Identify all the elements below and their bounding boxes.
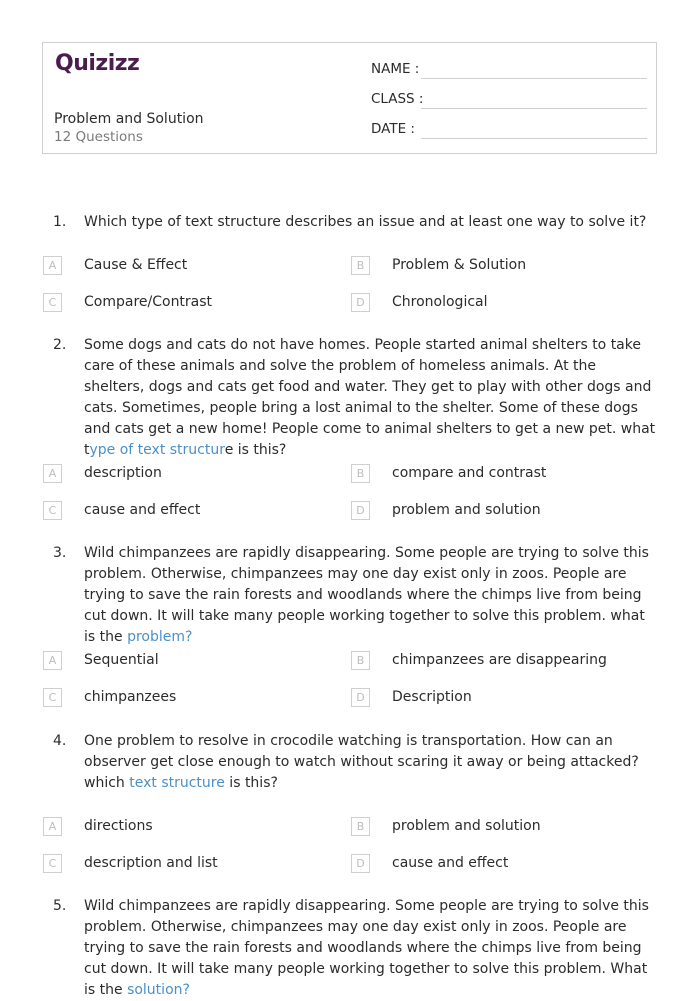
question-count: 12 Questions — [54, 129, 143, 145]
option-a-text: Cause & Effect — [84, 257, 188, 273]
option-c-box[interactable]: C — [43, 293, 62, 312]
option-b-text: compare and contrast — [392, 465, 547, 481]
option-c-box[interactable]: C — [43, 501, 62, 520]
option-d-box[interactable]: D — [351, 854, 370, 873]
option-c-box[interactable]: C — [43, 854, 62, 873]
option-b-box[interactable]: B — [351, 817, 370, 836]
option-a-box[interactable]: A — [43, 464, 62, 483]
option-a-box[interactable]: A — [43, 256, 62, 275]
option-a-text: Sequential — [84, 652, 159, 668]
option-a-text: directions — [84, 818, 153, 834]
option-d-box[interactable]: D — [351, 688, 370, 707]
name-field[interactable] — [421, 78, 647, 79]
class-field[interactable] — [421, 108, 647, 109]
date-label: DATE : — [371, 121, 415, 137]
option-c-text: Compare/Contrast — [84, 294, 213, 310]
question-text: Which type of text structure describes an issue and at least one way to solve it? — [84, 214, 647, 230]
question-text: Wild chimpanzees are rapidly disappearing. Some people are trying to solve this problem. Otherwise, chimpanzees may one day exist only in zoos. People are trying to save the rain forests and woodlands where the chimps live from being cut down. It will take many people working together to solve this problem. what is the problem? — [84, 545, 649, 645]
question-number: 3. — [53, 545, 67, 561]
question-number: 1. — [53, 214, 67, 230]
question-text: Wild chimpanzees are rapidly disappearing. Some people are trying to solve this problem. Otherwise, chimpanzees may one day exist only in zoos. People are trying to save the rain forests and woodlands where the chimps live from being cut down. It will take many people working together to solve this problem. What is the solution? — [84, 898, 649, 998]
class-label: CLASS : — [371, 91, 424, 107]
option-d-box[interactable]: D — [351, 293, 370, 312]
option-c-text: cause and effect — [84, 502, 201, 518]
option-d-text: Chronological — [392, 294, 488, 310]
option-a-text: description — [84, 465, 162, 481]
question-number: 2. — [53, 337, 67, 353]
worksheet-header — [42, 42, 657, 154]
quizizz-logo: Quizizz — [55, 51, 140, 76]
question-number: 4. — [53, 733, 67, 749]
option-b-box[interactable]: B — [351, 651, 370, 670]
option-b-text: Problem & Solution — [392, 257, 527, 273]
date-field[interactable] — [421, 138, 647, 139]
option-b-box[interactable]: B — [351, 464, 370, 483]
option-d-box[interactable]: D — [351, 501, 370, 520]
option-d-text: cause and effect — [392, 855, 509, 871]
option-b-box[interactable]: B — [351, 256, 370, 275]
option-b-text: problem and solution — [392, 818, 541, 834]
option-c-box[interactable]: C — [43, 688, 62, 707]
question-number: 5. — [53, 898, 67, 914]
option-c-text: description and list — [84, 855, 218, 871]
question-text: One problem to resolve in crocodile watching is transportation. How can an observer get close enough to watch without scaring it away or being attacked? which text structure is this? — [84, 733, 639, 791]
option-d-text: Description — [392, 689, 472, 705]
name-label: NAME : — [371, 61, 420, 77]
option-a-box[interactable]: A — [43, 817, 62, 836]
option-c-text: chimpanzees — [84, 689, 177, 705]
option-d-text: problem and solution — [392, 502, 541, 518]
option-b-text: chimpanzees are disappearing — [392, 652, 607, 668]
worksheet-title: Problem and Solution — [54, 111, 204, 127]
question-text: Some dogs and cats do not have homes. People started animal shelters to take care of these animals and solve the problem of homeless animals. At the shelters, dogs and cats get food and water. They get to play with other dogs and cats. Sometimes, people bring a lost animal to the shelter. Some of these dogs and cats get a new home! People come to animal shelters to get a new pet. what type of text structure is this? — [84, 337, 656, 458]
option-a-box[interactable]: A — [43, 651, 62, 670]
